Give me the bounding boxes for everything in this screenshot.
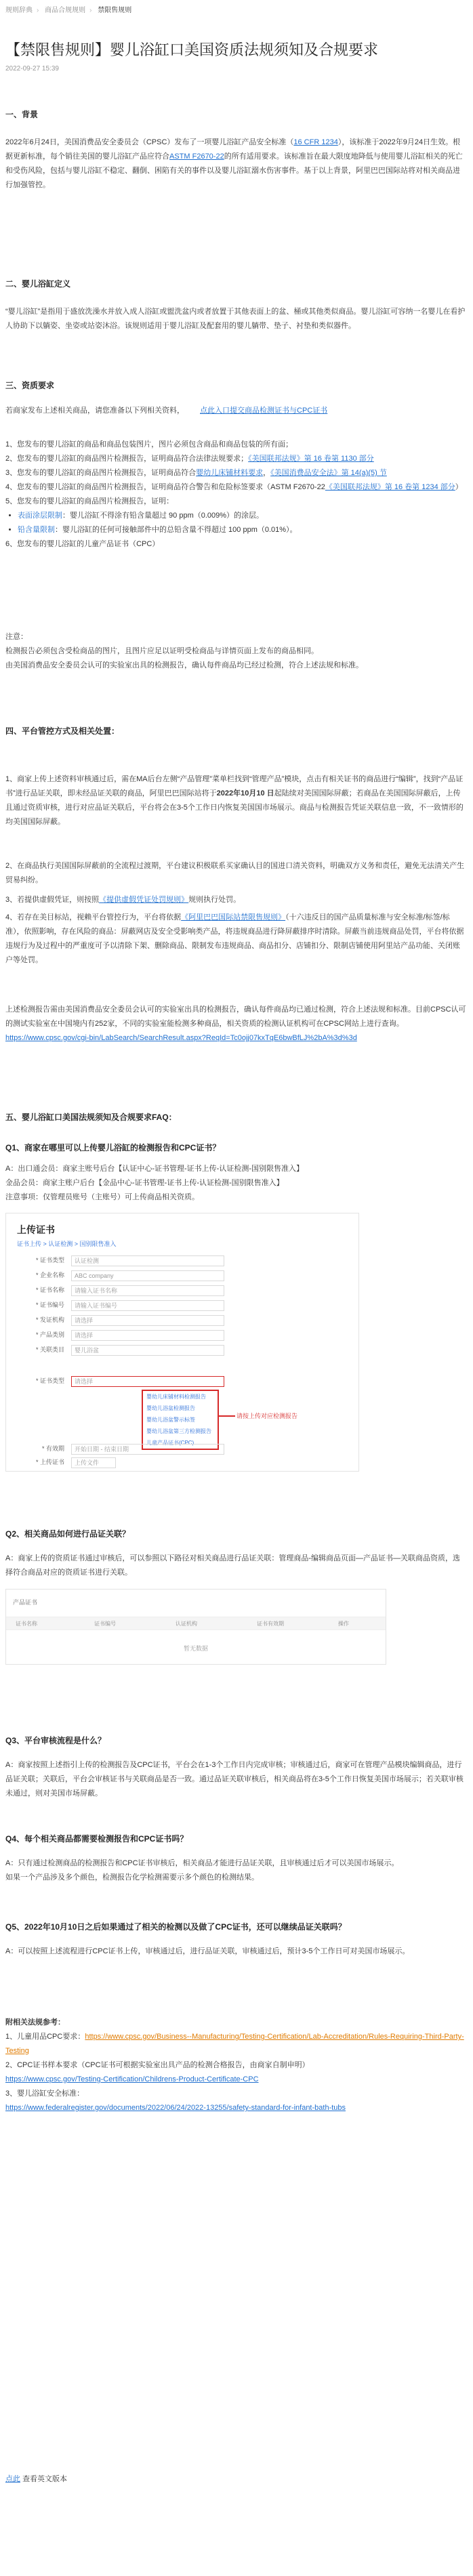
form-row <box>17 1376 224 1387</box>
dropdown-option[interactable]: 婴幼儿浴盆第三方检测报告 <box>146 1428 211 1434</box>
answer-line: A：只有通过检测商品的检测报告和CPC证书审核后，相关商品才能进行品证关联，且审核通过后才可以美国市场展示。 <box>5 1859 399 1867</box>
breadcrumb-item-current: 禁限售规则 <box>98 7 132 14</box>
annotation-text: 请按上传对应检测报告 <box>236 1413 298 1419</box>
lead-content-text: ：婴儿浴缸的任何可接触部件中的总铅含量不得超过 100 ppm（0.01%）。 <box>55 526 297 534</box>
note-text: 由美国消费品安全委员会认可的实验室出具的检测报告，确认每件商品均已经过检测，符合上述法规和标准。 <box>5 661 363 669</box>
lab-text: 上述检测报告需由美国消费品安全委员会认可的实验室出具的检测报告，确认每件商品均已通过检测，符合上述法规和标准。目前CPSC认可的测试实验室在中国境内有252家，不同的实验室能检测多种商品，相关资质的检测认证机构可在CPSC网站上进行查询。 <box>5 1005 466 1028</box>
breadcrumb <box>5 4 136 14</box>
list-item <box>18 509 466 523</box>
section-header-platform-control: 四、平台管控方式及相关处置： <box>5 726 120 736</box>
control-paragraph-3 <box>5 893 466 907</box>
surface-coating-text: ：婴儿浴缸不得涂有铅含量超过 90 ppm（0.009%）的涂层。 <box>62 512 264 520</box>
references-title: 附相关法规参考： <box>5 2018 65 2027</box>
control-text: 1、商家上传上述资料审核通过后，需在MA后台左侧“产品管理”菜单栏找到“管理产品”模块，点击有相关证书的商品进行“编辑”，找到“产品证书”进行品证关联，即未经品证关联的商品，阿里巴巴国际站将于 <box>5 775 464 797</box>
product-certificate-screenshot <box>5 1589 386 1665</box>
table-column-header: 认证机构 <box>176 1621 197 1627</box>
lead-limits-list <box>5 509 466 537</box>
background-text-3: 的所有适用要求。该标准旨在最大限度地降低与使用婴儿浴缸相关的死亡和受伤风险，包括与婴儿浴缸不稳定、翻倒、困陷有关的事件以及婴儿浴缸溺水伤害事件。基于以上背景，阿里巴巴国际站将对相关商品进行加强管控。 <box>5 152 463 189</box>
background-paragraph <box>5 136 466 192</box>
form-row <box>17 1270 224 1281</box>
faq-answer-3: A：商家按照上述指引上传的检测报告及CPC证书，平台会在1-3个工作日内完成审核；审核通过后，商家可在管理产品模块编辑商品，进行品证关联；关联后，平台会审核证书与关联商品是否一致。通过品证关联审核后，相关商品将在3-5个工作日恢复美国市场展示；若关联审核未通过，则对美国市场屏蔽。 <box>5 1761 464 1798</box>
form-row <box>17 1444 224 1455</box>
breadcrumb-item-rules-dictionary[interactable]: 规则辞典 <box>5 7 33 14</box>
form-field[interactable]: 请输入证书名称 <box>71 1285 224 1296</box>
cfr-1234-part-link[interactable]: 《美国联邦法规》第 16 卷第 1234 部分 <box>325 483 455 491</box>
references-block <box>5 2016 466 2115</box>
form-row <box>17 1457 116 1468</box>
requirements-list <box>5 438 466 552</box>
requirement-item: 5、您发布的婴儿浴缸的商品图片检测报告，证明： <box>5 497 174 505</box>
form-field[interactable]: ABC company <box>71 1270 224 1281</box>
reference-item <box>5 2030 466 2058</box>
form-field[interactable]: 请选择 <box>71 1315 224 1326</box>
faq-question-1: Q1、商家在哪里可以上传婴儿浴缸的检测报告和CPC证书？ <box>5 1143 221 1152</box>
requirement-item-text: 4、您发布的婴儿浴缸的商品图片检测报告，证明商品符合警告和危险标签要求（ASTM F2670-22 <box>5 483 325 491</box>
upload-certificate-screenshot <box>5 1213 359 1472</box>
background-text-2: ），该标准于2022年9月24日生效。根据更新标准，每个销往美国的婴儿浴缸产品应符合 <box>5 138 461 161</box>
form-label: * 证书名称 <box>35 1287 64 1294</box>
reference-label: 3、婴儿浴缸安全标准： <box>5 2090 85 2098</box>
reference-item <box>5 2087 466 2115</box>
form-field[interactable]: 请选择 <box>71 1376 224 1387</box>
cert-table-header <box>6 1617 386 1630</box>
reference-label: 1、儿童用品CPC要求： <box>5 2033 85 2041</box>
dropdown-option[interactable]: 婴幼儿浴盆警示标签 <box>146 1417 195 1423</box>
cpsc-testing-link[interactable]: https://www.cpsc.gov/Business--Manufacturing/Testing-Certification/Lab-Accreditation/Rules-Requiring-Third-Party-Testing <box>5 2033 464 2055</box>
breadcrumb-separator: › <box>37 7 39 14</box>
faq-question-4: Q4、每个相关商品都需要检测报告和CPC证书吗？ <box>5 1834 188 1844</box>
answer-line: 如果一个产品涉及多个颜色，检测报告化学检测需要示多个颜色的检测结果。 <box>5 1873 259 1882</box>
dropdown-option[interactable]: 婴幼儿床铺材料检测报告 <box>146 1394 206 1400</box>
false-credential-rule-link[interactable]: 《提供虚假凭证处罚规则》 <box>99 896 189 904</box>
requirement-item: 3、您发布的婴儿浴缸的商品图片检测报告，证明商品符合婴幼儿床铺材料要求，《美国消费品安全法》第 14(a)(5) 节 <box>5 469 387 477</box>
form-label: * 有效期 <box>41 1445 64 1453</box>
requirement-item: 6、您发布的婴儿浴缸的儿童产品证书（CPC） <box>5 540 160 548</box>
reference-item <box>5 2058 466 2087</box>
requirement-item-text: 3、您发布的婴儿浴缸的商品图片检测报告，证明商品符合 <box>5 469 197 477</box>
section-header-background: 一、背景 <box>5 110 39 119</box>
bedding-material-link[interactable]: 婴幼儿床铺材料要求 <box>196 469 264 477</box>
faq-question-3: Q3、平台审核流程是什么？ <box>5 1736 106 1745</box>
section-header-requirements: 三、资质要求 <box>5 381 55 390</box>
faq-question-2: Q2、相关商品如何进行品证关联？ <box>5 1529 131 1539</box>
astm-link[interactable]: ASTM F2670-22 <box>169 152 224 161</box>
background-text-1: 2022年6月24日，美国消费品安全委员会（CPSC）发布了一项婴儿浴缸产品安全标准（ <box>5 138 294 146</box>
table-column-header: 证书名称 <box>16 1621 37 1627</box>
deadline-date: 2022年10月10 日 <box>216 789 274 797</box>
form-label: * 企业名称 <box>35 1272 64 1279</box>
form-field[interactable]: 开始日期 - 结束日期 <box>71 1444 224 1455</box>
form-label: * 关联类目 <box>35 1346 64 1354</box>
form-field[interactable]: 请输入证书编号 <box>71 1300 224 1311</box>
control-text: 规则执行处罚。 <box>188 896 241 904</box>
control-paragraph-2: 2、在商品执行美国国际屏蔽前的全流程过渡期，平台建议积极联系买家确认目的国进口清关资料，明确双方义务和责任，避免无法清关产生贸易纠纷。 <box>5 862 465 884</box>
lead-content-label[interactable]: 铅含量限制 <box>18 526 55 534</box>
form-field[interactable]: 请选择 <box>71 1330 224 1341</box>
breadcrumb-separator: › <box>89 7 92 14</box>
upload-form-path: 证书上传 > 认证检测 > 国别限售准入 <box>17 1241 117 1247</box>
control-text: 3、若提供虚假凭证，则按照 <box>5 896 100 904</box>
form-field[interactable]: 婴儿浴盆 <box>71 1345 224 1356</box>
page-title: 【禁限售规则】婴儿浴缸口美国资质法规须知及合规要求 <box>5 41 379 58</box>
annotation-arrow <box>218 1415 235 1417</box>
empty-state: 暂无数据 <box>183 1645 208 1652</box>
definition-paragraph: “婴儿浴缸”是指用于盛放洗澡水并放入成人浴缸或盥洗盆内或者放置于其他表面上的盆、桶或其他类似商品。婴儿浴缸可容纳一名婴儿在看护人协助下以躺姿、坐姿或站姿沐浴。该规则适用于婴儿浴缸及配套用的婴儿躺带、垫子、衬垫和类似器件。 <box>5 308 466 330</box>
form-label: * 证书类型 <box>35 1377 64 1385</box>
form-row <box>17 1285 224 1296</box>
form-label: * 证书编号 <box>35 1302 64 1309</box>
section-header-definition: 二、婴儿浴缸定义 <box>5 279 71 289</box>
faq-answer-2: A：商家上传的资质证书通过审核后，可以参照以下路径对相关商品进行品证关联：管理商品-编辑商品页面—产品证书—关联商品资质，选择符合商品对应的资质证书进行关联。 <box>5 1554 460 1577</box>
form-label: * 证书类型 <box>35 1257 64 1264</box>
control-text: 4、若存在美目标站，视赖平台管控行为，平台将依据 <box>5 913 182 921</box>
control-text: （十六违反目的国产品质量标准与安全标准/标签/标准），依照影响，存在风险的商品：屏蔽网店及安全受影响类产品，将违规商品进行降屏蔽排序时清除。屏蔽当前违规商品处罚，平台将依据违规行为及过程中的严重度可予以清除下架、删除商品、限制发布违规商品、商品扣分、店铺扣分、限制店铺使用阿里站产品功能、关闭账户等处罚。 <box>5 913 464 964</box>
english-version-text: 查看英文版本 <box>22 2475 68 2483</box>
control-paragraph-4 <box>5 911 466 968</box>
table-column-header: 证书有效期 <box>257 1621 284 1627</box>
breadcrumb-item-compliance-rules[interactable]: 商品合规规则 <box>45 7 86 14</box>
form-row <box>17 1255 224 1266</box>
note-text: 检测报告必须包含受检商品的图片，且图片应足以证明受检商品与详情页面上发布的商品相同。 <box>5 647 318 655</box>
faq-answer-1 <box>5 1162 466 1205</box>
list-item <box>18 523 466 537</box>
cpsc-lab-search-link[interactable]: https://www.cpsc.gov/cgi-bin/LabSearch/SearchResult.aspx?ReqId=Tc0ojj07kxTqE6bwBfLJ%2bA%3d%3d <box>5 1034 357 1042</box>
cert-table-title: 产品证书 <box>13 1599 38 1606</box>
dropdown-option[interactable]: 儿童产品证书(CPC) <box>146 1440 194 1446</box>
requirements-intro <box>5 404 466 418</box>
submit-certificate-link[interactable]: 点此入口提交商品检测证书与CPC证书 <box>200 407 328 415</box>
form-row <box>17 1300 224 1311</box>
english-version-line <box>5 2473 67 2484</box>
english-version-link[interactable]: 点此 <box>5 2475 20 2483</box>
requirements-intro-text: 若商家发布上述相关商品，请您准备以下列相关资料， <box>5 407 184 415</box>
upload-button[interactable]: 上传文件 <box>71 1457 116 1468</box>
note-title: 注意： <box>5 633 28 641</box>
requirement-item: 1、您发布的婴儿浴缸的商品和商品包装图片，图片必须包含商品和商品包装的所有面； <box>5 440 293 449</box>
control-paragraph-1 <box>5 772 466 829</box>
form-label: * 产品类别 <box>35 1331 64 1339</box>
form-label: * 上传证书 <box>35 1459 64 1466</box>
form-row <box>17 1315 224 1326</box>
cpsa-link[interactable]: 《美国消费品安全法》第 14(a)(5) 节 <box>270 469 387 477</box>
form-row <box>17 1345 224 1356</box>
table-column-header: 证书编号 <box>94 1621 116 1627</box>
dropdown-option[interactable]: 婴幼儿浴盆检测报告 <box>146 1405 195 1411</box>
form-row <box>17 1330 224 1341</box>
requirement-item-text: 2、您发布的婴儿浴缸的商品图片检测报告，证明商品符合法律法规要求； <box>5 455 249 463</box>
lab-paragraph <box>5 1003 466 1045</box>
upload-form-title: 上传证书 <box>17 1224 55 1235</box>
faq-answer-5: A：可以按照上述流程进行CPC证书上传，审核通过后，进行品证关联，审核通过后，预计3-5个工作日可对美国市场展示。 <box>5 1947 410 1955</box>
publish-date: 2022-09-27 15:39 <box>5 65 59 72</box>
prohibited-goods-rule-link[interactable]: 《阿里巴巴国际站禁限售规则》 <box>181 913 286 921</box>
note-block <box>5 630 466 673</box>
requirement-item <box>5 452 466 466</box>
faq-question-5: Q5、2022年10月10日之后如果通过了相关的检测以及做了CPC证书，还可以继续品证关联吗？ <box>5 1922 346 1932</box>
surface-coating-label[interactable]: 表面涂层限制 <box>18 512 62 520</box>
cfr-1130-link[interactable]: 《美国联邦法规》第 16 卷第 1130 部分 <box>248 455 374 463</box>
federal-register-link[interactable]: https://www.federalregister.gov/documents/2022/06/24/2022-13255/safety-standard-for-infant-bath-tubs <box>5 2104 346 2112</box>
reference-label: 2、CPC证书样本要求（CPC证书可根据实验室出具产品的检测合格报告，由商家自制申明） <box>5 2061 310 2069</box>
certificate-type-dropdown <box>142 1390 219 1450</box>
answer-line: 注意事项：仅管理员账号（主账号）可上传商品相关资质。 <box>5 1193 199 1201</box>
section-header-faq: 五、婴儿浴缸口美国法规须知及合规要求FAQ： <box>5 1113 177 1122</box>
faq-answer-4 <box>5 1856 466 1885</box>
control-text: 起陆续对美国国际屏蔽；若商品在美国国际屏蔽后，上传且通过资质审核，进行对应品证关联后，平台将会在3-5个工作日内恢复美国国市场展示。商品与检测报告凭证关联信息一致，不一致情形的均美国国际屏蔽。 <box>5 789 464 826</box>
requirement-item: 4、您发布的婴儿浴缸的商品图片检测报告，证明商品符合警告和危险标签要求（ASTM F2670-22《美国联邦法规》第 16 卷第 1234 部分） <box>5 483 463 491</box>
form-field[interactable]: 认证检测 <box>71 1255 224 1266</box>
cfr-1234-link[interactable]: 16 CFR 1234 <box>293 138 338 146</box>
form-label: * 发证机构 <box>35 1316 64 1324</box>
answer-line: A：出口通会员：商家主账号后台【认证中心-证书管理-证书上传-认证检测-国别限售准入】 <box>5 1165 304 1173</box>
answer-line: 金品会员：商家主账户后台【金品中心-证书管理-证书上传-认证检测-国别限售准入】 <box>5 1179 284 1187</box>
table-column-header: 操作 <box>338 1621 349 1627</box>
cpsc-cpc-link[interactable]: https://www.cpsc.gov/Testing-Certification/Childrens-Product-Certificate-CPC <box>5 2075 259 2083</box>
